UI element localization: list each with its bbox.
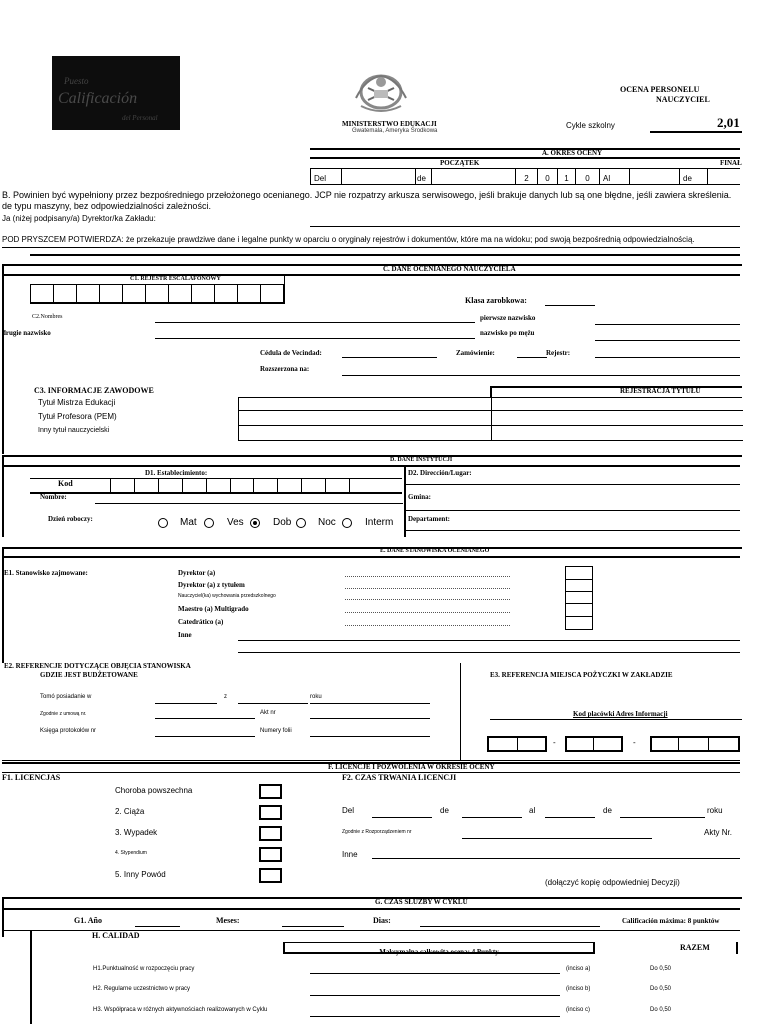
f2-title: F2. CZAS TRWANIA LICENCJI [342, 773, 457, 782]
code-box-1[interactable] [487, 736, 547, 752]
c1-side [284, 274, 285, 304]
rejestr-line[interactable] [595, 357, 740, 358]
g1-label: G1. Año [74, 916, 103, 925]
section-e-rule [2, 556, 740, 558]
meses-line[interactable] [282, 926, 344, 927]
period-cell-de2 [680, 168, 708, 185]
license-box-1[interactable] [259, 784, 282, 799]
e2-bottom [2, 760, 740, 761]
period-cell-y2[interactable] [538, 168, 558, 185]
period-cell-day-end[interactable] [630, 168, 680, 185]
rozszerzona-line[interactable] [342, 375, 740, 376]
section-a-top-border [310, 148, 740, 150]
c1-title: C1. REJESTR ESCALAFONOWY [130, 276, 221, 282]
license-box-2[interactable] [259, 805, 282, 820]
section-c-rule [2, 274, 740, 276]
h-item-2-inciso: (inciso b) [566, 986, 591, 992]
shift-label-dob: Dob [273, 517, 292, 528]
license-stypendium: 4. Stypendium [115, 850, 147, 856]
nombre-line[interactable] [95, 503, 403, 504]
tomo-label: Tomó posiadanie w [40, 694, 92, 700]
logo-line-2: Calificación [58, 90, 138, 107]
period-al-label: Al [603, 174, 611, 183]
period-del-label: Del [314, 174, 327, 183]
position-przedszkole: Nauczyciel(ka) wychowania przedszkolnego [178, 593, 276, 599]
f2-al: al [529, 806, 536, 815]
zamowienie-line[interactable] [517, 357, 547, 358]
period-cell-y3[interactable] [558, 168, 576, 185]
section-e-frame [2, 547, 742, 663]
f2-del-line[interactable] [372, 817, 432, 818]
license-box-4[interactable] [259, 847, 282, 862]
f2-inne: Inne [342, 850, 358, 859]
position-dots-4 [345, 612, 510, 613]
meses-label: Meses: [216, 916, 240, 925]
shift-radio-noc[interactable] [296, 518, 306, 528]
professional-title-grid[interactable] [238, 397, 742, 441]
period-date-row [310, 168, 740, 185]
shift-label-mat: Mat [180, 517, 197, 528]
rejestracja-title: REJESTRACJA TYTUŁU [620, 387, 701, 395]
license-wypadek: 3. Wypadek [115, 828, 158, 837]
ministry-name: MINISTERSTWO EDUKACJI [342, 120, 437, 128]
section-d-rule [2, 465, 740, 467]
tomo-line[interactable] [155, 703, 217, 704]
code-box-2[interactable] [565, 736, 623, 752]
institution-logo [52, 56, 180, 130]
section-a-rule [310, 157, 740, 159]
period-cell-y4[interactable] [576, 168, 600, 185]
h-max-box [283, 942, 595, 954]
f2-de: de [440, 806, 449, 815]
oath-rule-2 [30, 254, 740, 256]
shift-radio-mat[interactable] [158, 518, 168, 528]
shift-radio-dob[interactable] [250, 518, 260, 528]
drugie-label: drugie nazwisko [2, 329, 51, 337]
section-d-divider [404, 465, 406, 537]
kod-placowki-rule [490, 719, 742, 720]
signer-label: Ja (niżej podpisany/a) Dyrektor/ka Zakładu: [2, 214, 156, 223]
position-dots-3 [345, 599, 510, 600]
coat-of-arms-icon [346, 68, 416, 118]
h-item-3-label: H3. Współpraca w różnych aktywnościach realizowanych w Cyklu [93, 1007, 268, 1013]
po-mezu-label: nazwisko po mężu [480, 329, 535, 337]
doc-title-2: NAUCZYCIEL [656, 95, 710, 104]
calif-max: Calificación máxima: 8 punktów [622, 917, 720, 925]
gmina-line[interactable] [406, 510, 740, 511]
year-digit-2: 0 [545, 174, 550, 183]
pierwsze-line[interactable] [595, 324, 740, 325]
h-item-1-inciso: (inciso a) [566, 966, 591, 972]
period-de2-label: de [683, 174, 692, 183]
tomo-z-line[interactable] [238, 703, 308, 704]
period-cell-de [416, 168, 432, 185]
e2-title-2: GDZIE JEST BUDŻETOWANE [40, 671, 138, 679]
section-g-title: G. CZAS SŁUŻBY W CYKLU [375, 898, 468, 906]
f2-inne-line[interactable] [372, 858, 740, 859]
section-a-title: A. OKRES OCENY [542, 149, 603, 157]
cycle-value[interactable]: 2,01 [717, 115, 740, 130]
position-dyrektor: Dyrektor (a) [178, 569, 216, 577]
f2-dolaczyc: (dołączyć kopię odpowiedniej Decyzji) [545, 878, 680, 887]
position-dots-2 [345, 588, 510, 589]
section-c-title: C. DANE OCENIANEGO NAUCZYCIELA [383, 265, 516, 273]
gmina-label: Gmina: [408, 493, 431, 501]
section-a-end: FINAŁ [720, 159, 742, 167]
pierwsze-label: pierwsze nazwisko [480, 314, 536, 322]
h-item-1-label: H1.Punktualność w rozpoczęciu pracy [93, 966, 195, 972]
section-b-text-2: de typu maszyny, bez odpowiedzialności zależności. [2, 201, 211, 211]
f2-zgodnie-line[interactable] [462, 838, 652, 839]
e1-label: E1. Stanowisko zajmowane: [4, 569, 88, 577]
inny-tytul-label: Inny tytuł nauczycielski [38, 427, 110, 434]
kod-placowki-label: Kod placówki Adres Informacji [573, 710, 668, 718]
e2-title-1: E2. REFERENCJE DOTYCZĄCE OBJĘCIA STANOWISKA [4, 662, 191, 670]
nombre-label: Nombre: [40, 493, 67, 501]
h-max-label: Maksymalna całkowita ocena: 4 Punkty [379, 948, 499, 956]
section-d-title: D. DANE INSTYTUCJI [390, 457, 453, 463]
f2-de2-line[interactable] [620, 817, 705, 818]
position-multigrado: Maestro (a) Multigrado [178, 605, 249, 613]
shift-label-interm: Interm [365, 517, 394, 528]
f2-de2: de [603, 806, 612, 815]
f2-zgodnie: Zgodnie z Rozporządzeniem nr [342, 829, 412, 835]
tomo-roku-line[interactable] [310, 703, 430, 704]
inne-line-1[interactable] [238, 640, 740, 641]
shift-label-noc: Noc [318, 517, 336, 528]
d2-line[interactable] [406, 484, 740, 485]
klasa-label: Klasa zarobkowa: [465, 296, 527, 305]
zgodnie-line[interactable] [155, 718, 255, 719]
c3-title: C3. INFORMACJE ZAWODOWE [34, 386, 154, 395]
inne-line-2[interactable] [238, 652, 740, 653]
year-digit-3: 1 [564, 174, 569, 183]
dias-line[interactable] [420, 926, 600, 927]
drugie-line[interactable] [155, 338, 475, 339]
period-cell-al [600, 168, 630, 185]
h-razem: RAZEM [680, 943, 710, 952]
position-dyrektor-tytul: Dyrektor (a) z tytułem [178, 581, 245, 589]
f2-al-line[interactable] [545, 817, 595, 818]
section-g-rule [2, 908, 740, 910]
period-cell-y1[interactable] [516, 168, 538, 185]
period-cell-month-start[interactable] [432, 168, 516, 185]
po-mezu-line[interactable] [595, 340, 740, 341]
license-box-5[interactable] [259, 868, 282, 883]
zgodnie-label: Zgodnie z umową nr. [40, 711, 87, 717]
h-item-2-do: Do 0,50 [650, 986, 672, 992]
tomo-roku: roku [310, 694, 322, 700]
position-dots-5 [345, 625, 510, 626]
h-item-3-line[interactable] [310, 1016, 560, 1017]
section-e-title: E. DANE STANOWISKA OCENIANEGO [380, 548, 490, 554]
dzien-label: Dzień roboczy: [48, 515, 93, 523]
f2-akty: Akty Nr. [704, 828, 733, 837]
position-inne: Inne [178, 631, 192, 639]
license-ciaza: 2. Ciąża [115, 807, 145, 816]
e3-title: E3. REFERENCJA MIEJSCA POŻYCZKI W ZAKŁADZIE [490, 671, 673, 679]
cedula-line[interactable] [342, 357, 437, 358]
e-divider [460, 663, 461, 761]
signer-line[interactable] [310, 226, 740, 227]
position-dots-1 [345, 576, 510, 577]
h-item-1-line[interactable] [310, 973, 560, 974]
license-choroba: Choroba powszechna [115, 786, 193, 795]
position-checkbox-column[interactable] [565, 566, 593, 630]
cedula-label: Cédula de Vecindad: [260, 349, 322, 357]
section-a-start: POCZĄTEK [440, 159, 480, 167]
kod-label: Kod [58, 479, 73, 488]
code-dash-1: - [553, 738, 556, 747]
code-box-3[interactable] [650, 736, 740, 752]
departament-label: Departament: [408, 515, 450, 523]
h-title: H. CALIDAD [92, 931, 140, 940]
period-cell-month-end[interactable] [708, 168, 741, 185]
year-digit-4: 0 [585, 174, 590, 183]
tytul-mistrza-label: Tytuł Mistrza Edukacji [38, 398, 116, 407]
oath-rule [2, 247, 740, 248]
f2-de-line[interactable] [462, 817, 522, 818]
c2-label: C2.Nombres [32, 314, 63, 320]
zamowienie-label: Zamówienie: [456, 349, 495, 357]
shift-label-ves: Ves [227, 517, 244, 528]
license-inny: 5. Inny Powód [115, 870, 166, 879]
code-dash-2: - [633, 738, 636, 747]
f2-roku: roku [707, 806, 723, 815]
logo-line-1: Puesto [64, 76, 89, 86]
cycle-label: Cykle szkolny [566, 121, 615, 130]
tomo-z: z [224, 694, 227, 700]
ksiega-label: Księga protokołów nr [40, 728, 97, 734]
akt-label: Akt nr [260, 710, 276, 716]
numery-line[interactable] [310, 736, 430, 737]
shift-radio-interm[interactable] [342, 518, 352, 528]
license-box-3[interactable] [259, 826, 282, 841]
h-item-3-do: Do 0,50 [650, 1007, 672, 1013]
d1-label: D1. Establecimiento: [145, 469, 208, 477]
h-item-2-label: H2. Regularne uczestnictwo w pracy [93, 986, 191, 992]
f1-title: F1. LICENCJAS [2, 773, 61, 782]
h-razem-bar [736, 942, 738, 954]
dias-label: Dias: [373, 916, 391, 925]
cycle-underline [650, 131, 742, 133]
establishment-code-cells[interactable] [110, 478, 350, 492]
shift-radio-ves[interactable] [204, 518, 214, 528]
rejestr-label: Rejestr: [546, 349, 571, 357]
d2-label: D2. Dirección/Lugar: [408, 469, 472, 477]
section-b-text-1: B. Powinien być wypełniony przez bezpośredniego przełożonego ocenianego. JCP nie rozpatrzy arkusza serwisowego, jeśli brakuje danych lub są one błędne, jeśli zawiera skreślenia. [2, 190, 732, 200]
nombres-line[interactable] [155, 322, 475, 323]
year-digit-1: 2 [524, 174, 529, 183]
oath-text: POD PRYSZCEM POTWIERDZA: że przekazuje prawdziwe dane i legalne punkty w oparciu o oryginały rejestrów i dokumentów, które ma na widoku; pod swoją bezpośrednią odpowiedzialnością. [2, 235, 695, 244]
numery-label: Numery folii [260, 728, 292, 734]
klasa-line[interactable] [545, 305, 595, 306]
left-page-border [30, 930, 32, 1024]
section-f-title: F. LICENCJE I POZWOLENIA W OKRESIE OCENY [328, 763, 495, 771]
escalafon-register-cells[interactable] [30, 284, 284, 304]
period-de-label: de [417, 174, 426, 183]
period-cell-day-start[interactable] [342, 168, 416, 185]
departament-line[interactable] [406, 530, 740, 531]
h-item-3-inciso: (inciso c) [566, 1007, 591, 1013]
logo-line-3: del Personal [122, 114, 158, 122]
f2-del: Del [342, 806, 355, 815]
d1-row-rule-2 [30, 492, 402, 494]
ministry-location: Gwatemala, Ameryka Środkowa [352, 128, 438, 134]
h-item-2-line[interactable] [310, 995, 560, 996]
h-item-1-do: Do 0,50 [650, 966, 672, 972]
ksiega-line[interactable] [155, 736, 255, 737]
rozszerzona-label: Rozszerzona na: [260, 365, 310, 373]
akt-line[interactable] [310, 718, 430, 719]
period-cell-del [311, 168, 342, 185]
doc-title-1: OCENA PERSONELU [620, 85, 700, 94]
position-catedratico: Catedrático (a) [178, 618, 224, 626]
tytul-profesora-label: Tytuł Profesora (PEM) [38, 412, 117, 421]
g1-ano-line[interactable] [135, 926, 180, 927]
